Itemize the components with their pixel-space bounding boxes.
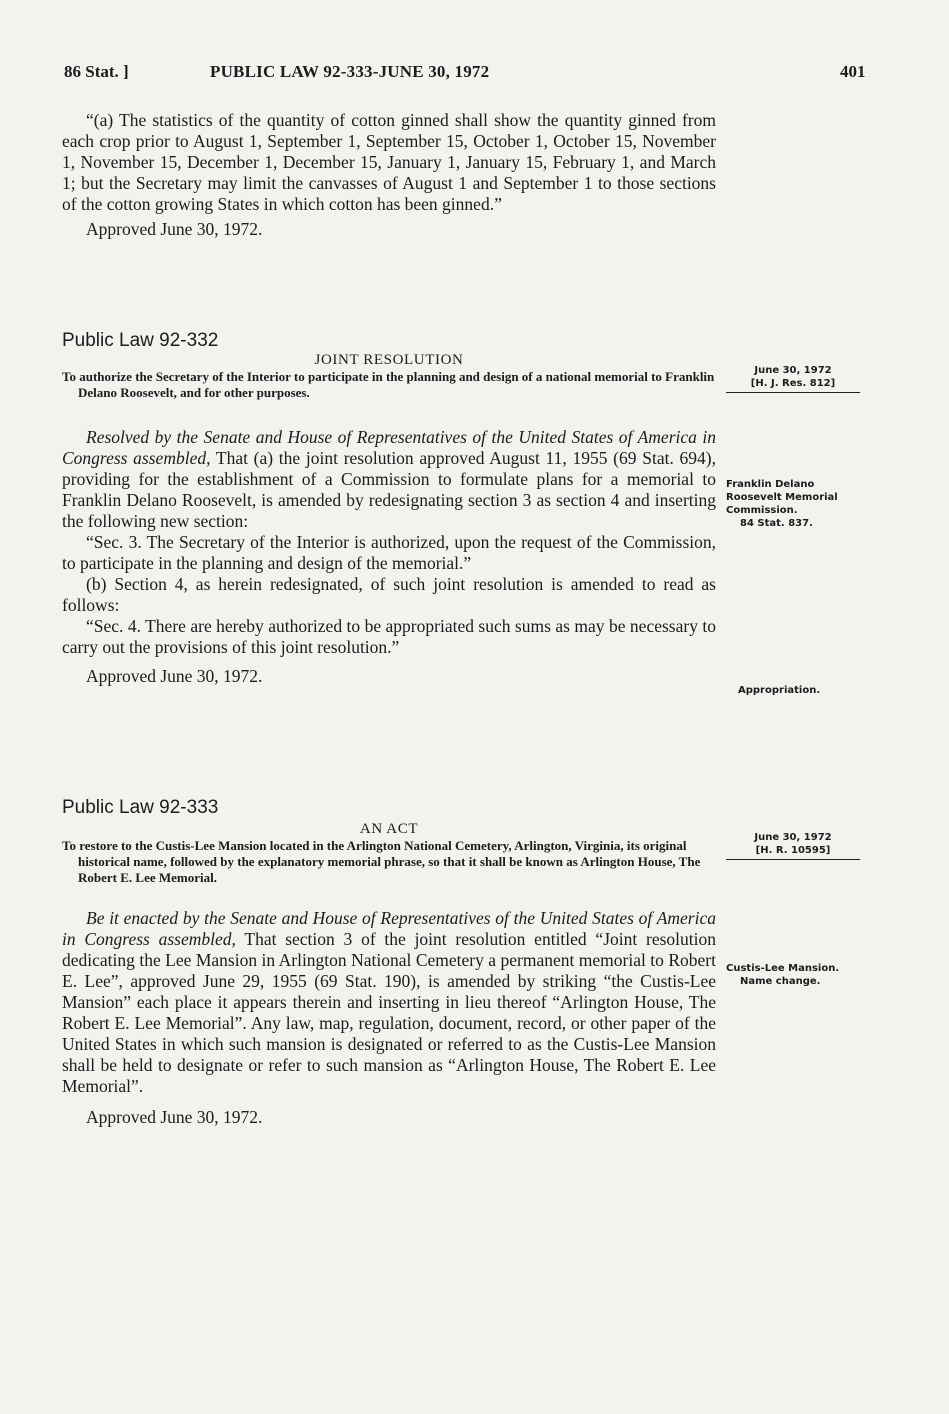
approved-date: Approved June 30, 1972. xyxy=(86,1107,263,1127)
page-header xyxy=(64,62,864,86)
margin-note-appropriation: Appropriation. xyxy=(738,685,821,696)
resolution-paragraph-2: “Sec. 3. The Secretary of the Interior is authorized, upon the request of the Commission, to participate in the planning and design of the memorial.” xyxy=(62,532,716,573)
law-purpose: To restore to the Custis-Lee Mansion located in the Arlington National Cemetery, Arlington, Virginia, its original historical name, followed by the explanatory memorial phrase, so that it shall be known as Arlington House, The Robert E. Lee Memorial. xyxy=(62,838,701,885)
margin-bill-number: [H. R. 10595] xyxy=(755,845,831,856)
enacting-clause: Be it enacted by the Senate and House of Representatives of the United States of America in Congress assembled, xyxy=(62,908,716,949)
document-kind: JOINT RESOLUTION xyxy=(314,352,464,368)
law-heading: Public Law 92-332 xyxy=(62,330,219,351)
law-heading: Public Law 92-333 xyxy=(62,797,219,818)
volume-reference: 86 Stat. ] xyxy=(64,62,129,81)
margin-note-text: Franklin Delano Roosevelt Memorial Commission. xyxy=(726,479,838,516)
running-title: PUBLIC LAW 92-333-JUNE 30, 1972 xyxy=(210,62,490,81)
resolution-paragraph-1 xyxy=(62,427,716,532)
document-kind: AN ACT xyxy=(359,821,419,837)
margin-note-fdr xyxy=(726,478,860,530)
cotton-statistics-paragraph: “(a) The statistics of the quantity of cotton ginned shall show the quantity ginned from each crop prior to August 1, September 1, September 15, October 1, October 15, November 1, November 15, December 1, December 15, January 1, January 15, February 1, and March 1; but the Secretary may limit the canvasses of August 1 and September 1 to those sections of the cotton growing States in which cotton has been ginned.” xyxy=(62,110,716,214)
law-purpose: To authorize the Secretary of the Interior to participate in the planning and design of a national memorial to Franklin Delano Roosevelt, and for other purposes. xyxy=(62,369,715,400)
margin-date: June 30, 1972 xyxy=(754,832,832,843)
margin-note-custis-lee xyxy=(726,962,860,988)
enacting-clause: Resolved by the Senate and House of Representatives of the United States of America in Congress assembled, xyxy=(62,427,716,468)
page-number: 401 xyxy=(840,62,866,81)
law-92-333-section xyxy=(62,797,716,1128)
margin-bill-reference xyxy=(726,364,860,393)
margin-note-citation: 84 Stat. 837. xyxy=(740,518,813,529)
margin-note-text: Custis-Lee Mansion. xyxy=(726,963,840,974)
margin-bill-reference xyxy=(726,831,860,860)
paragraph-text: That section 3 of the joint resolution entitled “Joint resolution dedicating the Lee Mansion in Arlington National Cemetery a permanent memorial to Robert E. Lee”, approved June 29, 1955 (69 Stat. 190), is amended by striking “the Custis-Lee Mansion” each place it appears therein and inserting in lieu thereof “Arlington House, The Robert E. Lee Memorial”. Any law, map, regulation, document, record, or other paper of the United States in which such mansion is designated or referred to as the Custis-Lee Mansion shall be held to designate or refer to such mansion as “Arlington House, The Robert E. Lee Memorial”. xyxy=(62,929,716,1096)
resolution-paragraph-4: “Sec. 4. There are hereby authorized to be appropriated such sums as may be necessary to carry out the provisions of this joint resolution.” xyxy=(62,616,716,657)
law-92-332-section xyxy=(62,330,716,687)
carryover-section xyxy=(62,110,716,240)
approved-date: Approved June 30, 1972. xyxy=(86,219,263,239)
margin-bill-number: [H. J. Res. 812] xyxy=(750,378,836,389)
resolution-paragraph-3: (b) Section 4, as herein redesignated, of such joint resolution is amended to read as follows: xyxy=(62,574,716,615)
margin-rule xyxy=(726,859,860,860)
paragraph-text: That (a) the joint resolution approved August 11, 1955 (69 Stat. 694), providing for the establishment of a Commission to formulate plans for a memorial to Franklin Delano Roosevelt, is amended by redesignating section 3 as section 4 and inserting the following new section: xyxy=(62,448,716,531)
act-paragraph-1 xyxy=(62,908,716,1097)
margin-date: June 30, 1972 xyxy=(754,365,832,376)
margin-note-subject: Name change. xyxy=(740,976,821,987)
approved-date: Approved June 30, 1972. xyxy=(86,666,263,686)
margin-rule xyxy=(726,392,860,393)
